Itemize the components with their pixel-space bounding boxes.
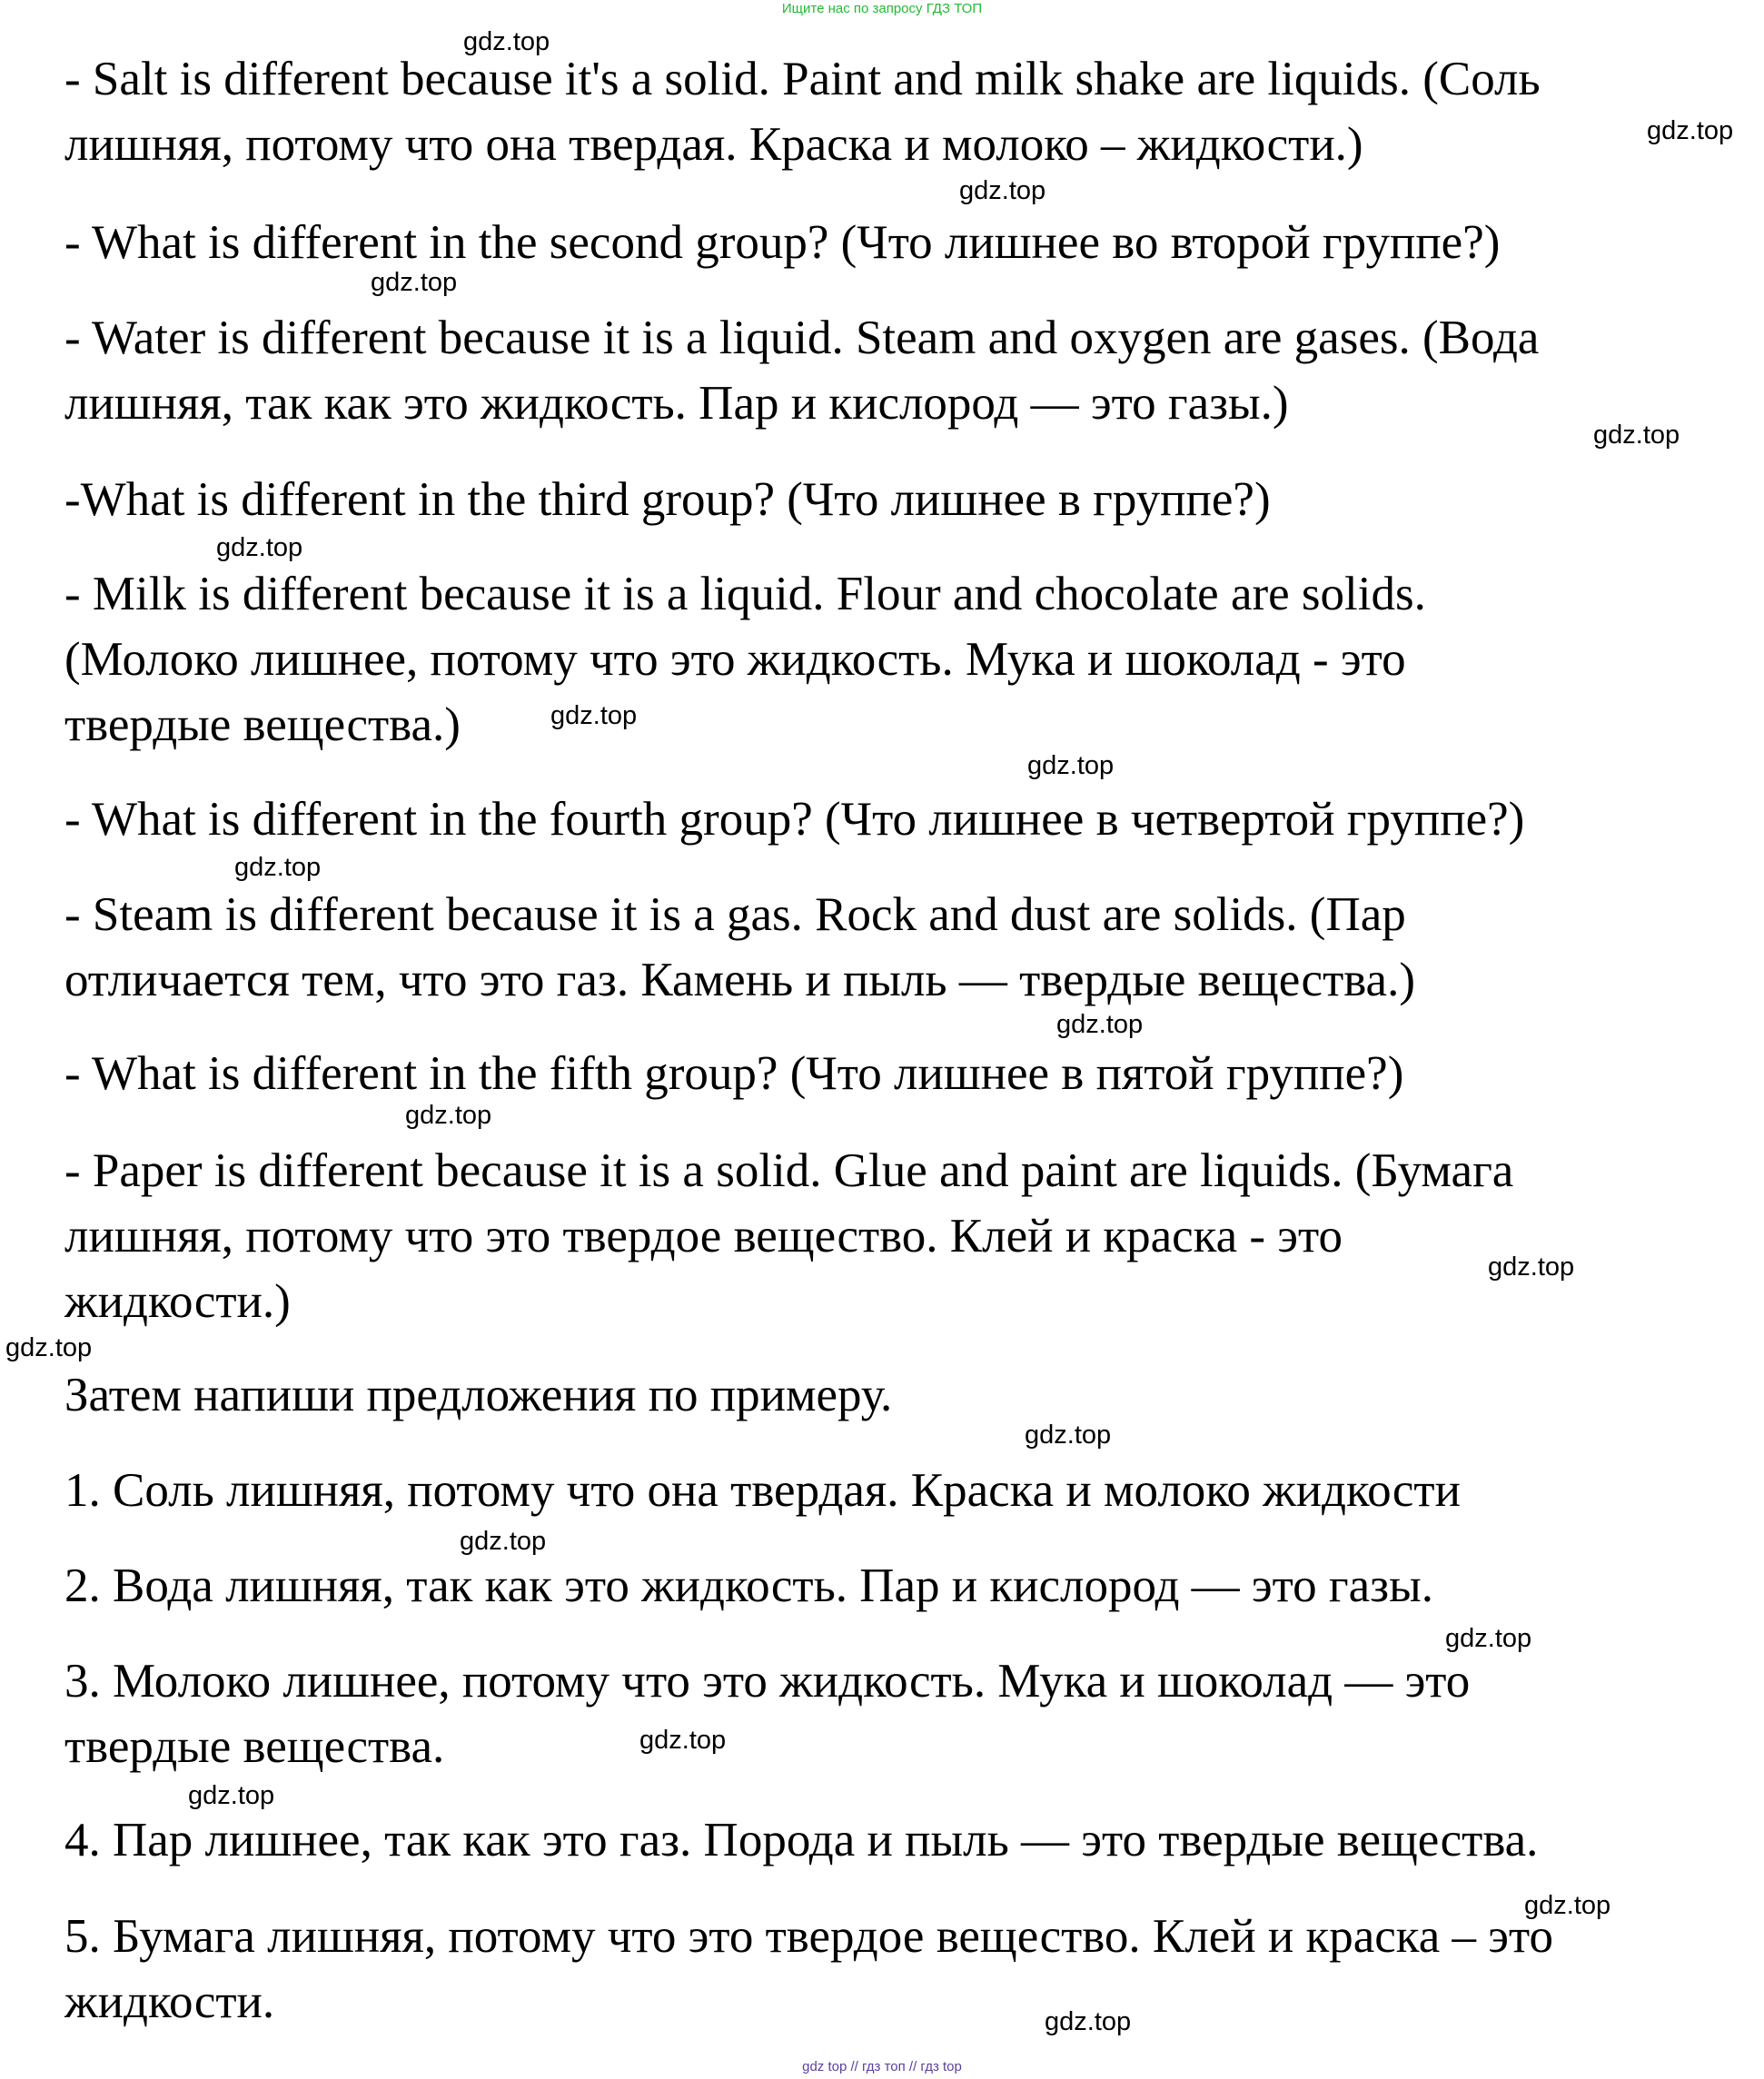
- watermark-text: gdz.top: [550, 701, 638, 730]
- numbered-sentence: [64, 1648, 1736, 1779]
- text-line: жидкости.): [64, 1275, 291, 1328]
- dialogue-paragraph: [64, 882, 1736, 1013]
- dialogue-paragraph: [64, 1138, 1736, 1334]
- watermark-text: gdz.top: [460, 1527, 547, 1556]
- text-line: - What is different in the second group? (Что лишнее во второй группе?): [64, 216, 1501, 269]
- text-line: жидкости.: [64, 1975, 275, 2028]
- numbered-sentence: [64, 1807, 1736, 1873]
- dialogue-paragraph: [64, 305, 1736, 436]
- watermark-text: gdz.top: [5, 1333, 93, 1362]
- text-line: 5. Бумага лишняя, потому что это твердое вещество. Клей и краска – это: [64, 1910, 1553, 1963]
- watermark-text: gdz.top: [1647, 116, 1734, 145]
- dialogue-paragraph: [64, 561, 1736, 757]
- text-line: -What is different in the third group? (Что лишнее в группе?): [64, 473, 1271, 526]
- watermark-text: gdz.top: [959, 176, 1046, 205]
- watermark-text: gdz.top: [1045, 2007, 1132, 2036]
- watermark-text: gdz.top: [1056, 1010, 1144, 1039]
- text-line: - Water is different because it is a liquid. Steam and oxygen are gases. (Вода: [64, 312, 1540, 364]
- dialogue-paragraph: [64, 467, 1736, 532]
- numbered-sentence: [64, 1553, 1736, 1619]
- watermark-text: gdz.top: [1488, 1252, 1575, 1282]
- watermark-text: gdz.top: [188, 1781, 275, 1810]
- header-note: Ищите нас по запросу ГДЗ ТОП: [781, 1, 983, 16]
- text-line: - Milk is different because it is a liquid. Flour and chocolate are solids.: [64, 568, 1426, 620]
- dialogue-paragraph: [64, 787, 1736, 852]
- text-line: отличается тем, что это газ. Камень и пыль — твердые вещества.): [64, 954, 1415, 1006]
- watermark-text: gdz.top: [1025, 1421, 1112, 1450]
- text-line: - Salt is different because it's a solid. Paint and milk shake are liquids. (Соль: [64, 53, 1541, 105]
- watermark-text: gdz.top: [1445, 1624, 1532, 1653]
- numbered-sentence: [64, 1904, 1736, 2034]
- watermark-text: gdz.top: [463, 27, 550, 56]
- text-line: - What is different in the fifth group? (Что лишнее в пятой группе?): [64, 1047, 1404, 1100]
- instruction-text: [64, 1362, 1736, 1428]
- dialogue-paragraph: [64, 1041, 1736, 1106]
- text-line: лишняя, потому что она твердая. Краска и молоко – жидкости.): [64, 118, 1363, 171]
- text-line: - Paper is different because it is a solid. Glue and paint are liquids. (Бумага: [64, 1144, 1514, 1197]
- text-line: 1. Соль лишняя, потому что она твердая. Краска и молоко жидкости: [64, 1464, 1461, 1517]
- watermark-text: gdz.top: [639, 1726, 727, 1755]
- text-line: лишняя, потому что это твердое вещество. Клей и краска - это: [64, 1210, 1343, 1262]
- text-line: 4. Пар лишнее, так как это газ. Порода и пыль — это твердые вещества.: [64, 1814, 1539, 1866]
- dialogue-paragraph: [64, 46, 1736, 177]
- watermark-text: gdz.top: [1027, 751, 1115, 780]
- watermark-text: gdz.top: [1593, 421, 1680, 450]
- text-line: твердые вещества.: [64, 1720, 445, 1773]
- watermark-text: gdz.top: [405, 1101, 492, 1130]
- text-line: 2. Вода лишняя, так как это жидкость. Пар и кислород — это газы.: [64, 1559, 1433, 1612]
- text-line: - Steam is different because it is a gas. Rock and dust are solids. (Пар: [64, 888, 1406, 941]
- numbered-sentence: [64, 1458, 1736, 1523]
- text-line: 3. Молоко лишнее, потому что это жидкость. Мука и шоколад — это: [64, 1655, 1471, 1708]
- watermark-text: gdz.top: [234, 853, 322, 882]
- watermark-text: gdz.top: [216, 533, 303, 562]
- text-line: (Молоко лишнее, потому что это жидкость. Мука и шоколад - это: [64, 633, 1406, 686]
- watermark-text: gdz.top: [371, 268, 458, 297]
- footer-note: gdz top // гдз топ // гдз top: [802, 2059, 962, 2074]
- text-line: Затем напиши предложения по примеру.: [64, 1369, 893, 1421]
- watermark-text: gdz.top: [1524, 1891, 1611, 1920]
- text-line: - What is different in the fourth group? (Что лишнее в четвертой группе?): [64, 793, 1525, 846]
- text-line: твердые вещества.): [64, 698, 461, 751]
- text-line: лишняя, так как это жидкость. Пар и кислород — это газы.): [64, 377, 1289, 430]
- dialogue-paragraph: [64, 210, 1736, 275]
